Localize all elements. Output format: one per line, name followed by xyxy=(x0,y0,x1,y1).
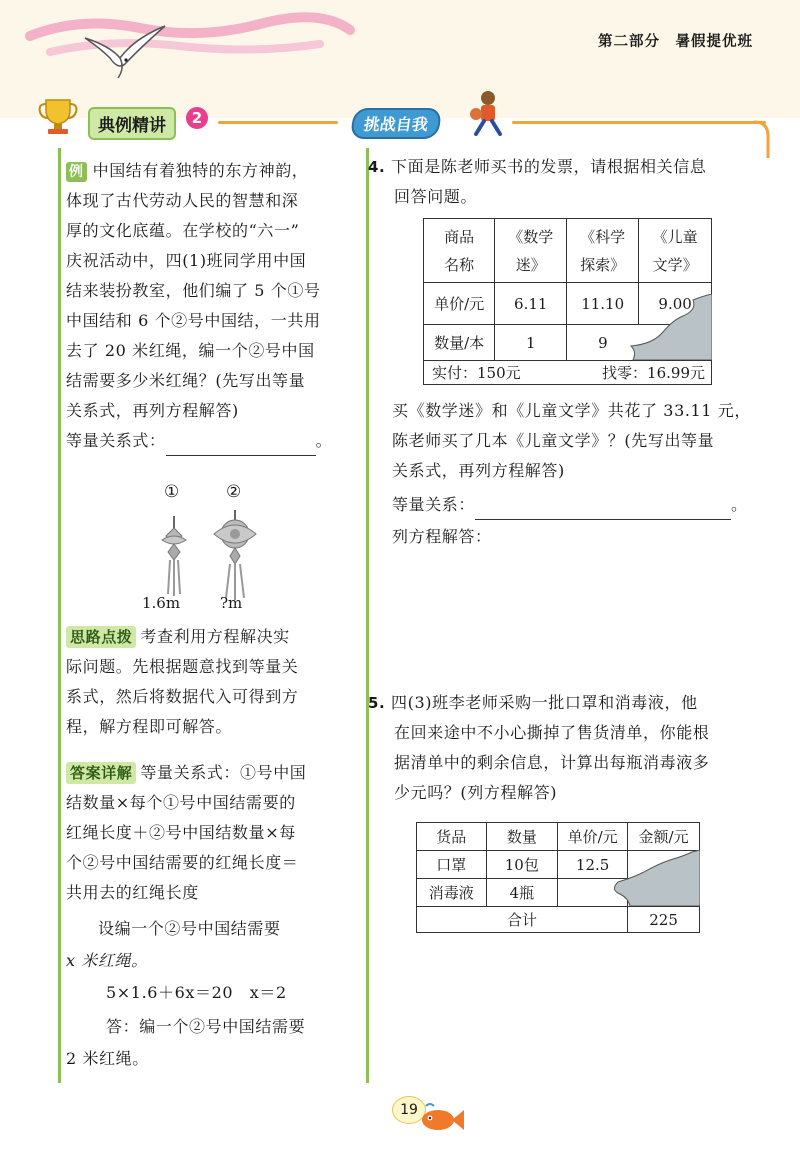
invoice-header-cell: 《科学 探索》 xyxy=(567,219,639,283)
q5-line: 在回来途中不小心撕掉了售货清单，你能根 xyxy=(394,723,710,742)
receipt-cell: 消毒液 xyxy=(417,879,487,907)
invoice-header-cell: 《儿童 文学》 xyxy=(639,219,712,283)
receipt-cell: 10包 xyxy=(486,851,558,879)
answer-block xyxy=(66,758,358,1074)
q4-number: 4. xyxy=(368,158,386,176)
cloud-decoration xyxy=(20,6,360,68)
answer-tag: 答案详解 xyxy=(66,762,136,784)
invoice-change: 找零：16.99元 xyxy=(567,361,712,385)
example-line: 例 中国结有着独特的东方神韵， xyxy=(66,156,358,186)
equation-blank[interactable] xyxy=(166,435,316,456)
knot2-label: ② xyxy=(226,482,242,502)
invoice-paid: 实付：150元 xyxy=(424,361,567,385)
receipt-cell: 4瓶 xyxy=(486,879,558,907)
part-title: 第二部分 暑假提优班 xyxy=(598,34,753,50)
invoice-cell: 9.00 xyxy=(639,283,712,325)
knot1-image xyxy=(152,516,196,600)
q4-line: 回答问题。 xyxy=(394,187,478,206)
section-label: 典例精讲 xyxy=(88,107,176,140)
receipt-total-value: 225 xyxy=(628,907,700,933)
page-number: 19 xyxy=(392,1096,426,1124)
example-line: 结来装扮教室，他们编了 5 个①号 xyxy=(66,281,321,300)
answer-set-line: x 米红绳。 xyxy=(66,951,148,970)
torn-corner xyxy=(558,850,700,906)
example-line: 关系式，再列方程解答) xyxy=(66,401,239,420)
answer-line: 结数量×每个①号中国结需要的 xyxy=(66,793,296,812)
answer-set-line: 设编一个②号中国结需要 xyxy=(98,919,281,938)
example-text xyxy=(66,156,358,456)
torn-corner xyxy=(623,294,712,360)
invoice-cell: 单价/元 xyxy=(424,283,495,325)
knot2-length: ?m xyxy=(220,594,243,612)
answer-formula: 5×1.6＋6x＝20 x＝2 xyxy=(106,983,287,1002)
example-line: 体现了古代劳动人民的智慧和深 xyxy=(66,191,299,210)
banner-line-left xyxy=(218,121,338,124)
answer-conclusion: 2 米红绳。 xyxy=(66,1049,149,1068)
q4-after-line: 买《数学迷》和《儿童文学》共花了 33.11 元， xyxy=(392,401,751,420)
q4-invoice-table xyxy=(423,218,712,385)
invoice-cell: 9 xyxy=(567,325,639,361)
section-number: 2 xyxy=(186,107,208,129)
invoice-cell: 11.10 xyxy=(567,283,639,325)
q4-after-line: 陈老师买了几本《儿童文学》？(先写出等量 xyxy=(392,431,715,450)
invoice-cell: 6.11 xyxy=(495,283,567,325)
invoice-header-cell: 《数学 迷》 xyxy=(495,219,567,283)
hint-line: 程，解方程即可解答。 xyxy=(66,717,233,736)
example-equation-row: 等量关系式： 。 xyxy=(66,426,358,456)
q4-text xyxy=(368,152,778,212)
hint-tag: 思路点拨 xyxy=(66,626,136,648)
example-line: 去了 20 米红绳，编一个②号中国 xyxy=(66,341,315,360)
q5-receipt-table xyxy=(416,822,700,933)
challenge-label: 挑战自我 xyxy=(350,108,442,139)
hint-block xyxy=(66,622,358,742)
knot1-label: ① xyxy=(164,482,180,502)
hint-line: 思路点拨 考查利用方程解决实 xyxy=(66,622,358,652)
invoice-header-cell: 商品 名称 xyxy=(424,219,495,283)
trophy-icon xyxy=(34,96,82,136)
receipt-header-cell: 货品 xyxy=(417,823,487,851)
receipt-cell: 12.5 xyxy=(558,851,628,879)
answer-line: 红绳长度＋②号中国结数量×每 xyxy=(66,823,296,842)
q5-line: 5. 四(3)班李老师采购一批口罩和消毒液，他 xyxy=(368,693,698,712)
receipt-header-cell: 数量 xyxy=(486,823,558,851)
example-tag: 例 xyxy=(66,162,87,182)
example-line: 庆祝活动中，四(1)班同学用中国 xyxy=(66,251,307,270)
knot2-image xyxy=(206,510,264,600)
q4-solve-label: 列方程解答： xyxy=(392,527,492,546)
fish-icon xyxy=(416,1100,466,1136)
receipt-cell: 口罩 xyxy=(417,851,487,879)
q5-line: 少元吗？(列方程解答) xyxy=(394,783,558,802)
q4-after-text xyxy=(392,396,782,552)
q5-number: 5. xyxy=(368,694,386,712)
hint-line: 系式，然后将数据代入可得到方 xyxy=(66,687,299,706)
receipt-total-label: 合计 xyxy=(417,907,628,933)
hint-line: 际问题。先根据题意找到等量关 xyxy=(66,657,299,676)
example-line: 厚的文化底蕴。在学校的“六一” xyxy=(66,221,300,240)
answer-line: 个②号中国结需要的红绳长度＝ xyxy=(66,853,299,872)
q4-equation-blank[interactable] xyxy=(475,499,731,520)
q4-equation-row: 等量关系： 。 xyxy=(392,486,782,520)
runner-icon xyxy=(462,88,510,140)
q4-after-line: 关系式，再列方程解答) xyxy=(392,461,565,480)
q5-line: 据清单中的剩余信息，计算出每瓶消毒液多 xyxy=(394,753,710,772)
q4-line: 4. 下面是陈老师买书的发票，请根据相关信息 xyxy=(368,157,707,176)
banner-line-right xyxy=(512,121,766,124)
example-line: 结需要多少米红绳？(先写出等量 xyxy=(66,371,306,390)
seagull-icon xyxy=(80,18,170,82)
invoice-cell: 数量/本 xyxy=(424,325,495,361)
example-line: 中国结和 6 个②号中国结，一共用 xyxy=(66,311,321,330)
receipt-header-cell: 单价/元 xyxy=(558,823,628,851)
answer-line: 共用去的红绳长度 xyxy=(66,883,199,902)
knot1-length: 1.6m xyxy=(142,594,181,612)
q5-text xyxy=(368,688,780,808)
receipt-header-cell: 金额/元 xyxy=(628,823,700,851)
invoice-cell: 1 xyxy=(495,325,567,361)
answer-conclusion: 答：编一个②号中国结需要 xyxy=(106,1017,306,1036)
answer-line: 答案详解 等量关系式：①号中国 xyxy=(66,758,358,788)
